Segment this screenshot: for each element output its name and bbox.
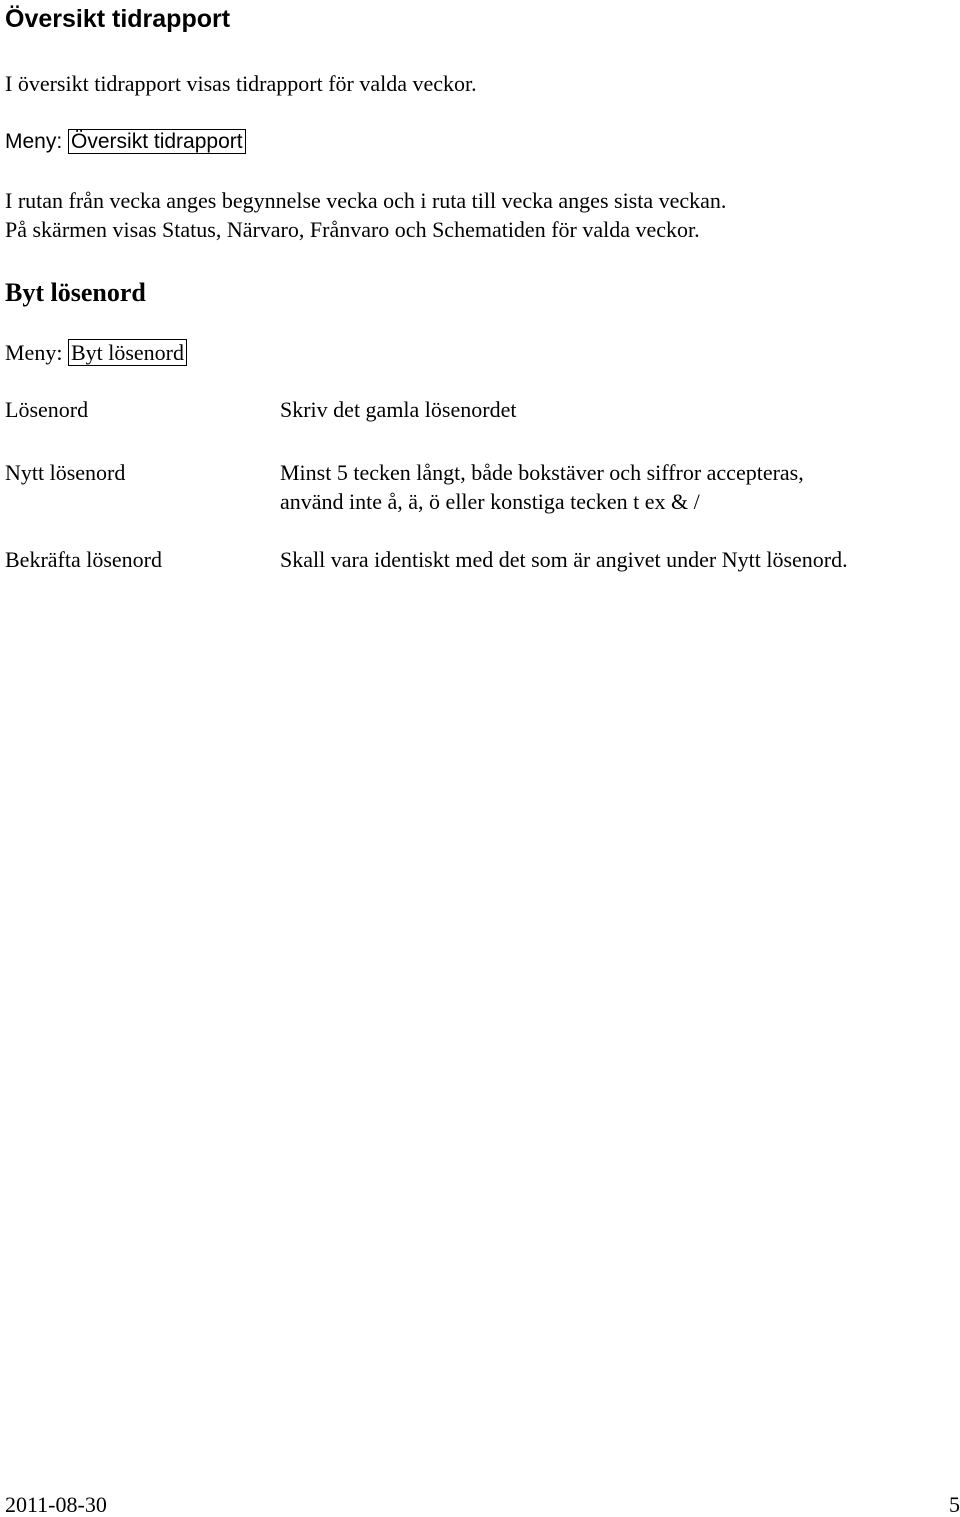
field-description: Minst 5 tecken långt, både bokstäver och siffror accepteras,	[280, 460, 804, 485]
field-label-nytt-losenord: Nytt lösenord	[5, 460, 126, 485]
field-description: Skriv det gamla lösenordet	[280, 397, 517, 422]
field-description: Skall vara identiskt med det som är angivet under Nytt lösenord.	[280, 547, 848, 572]
menu-item-byt-losenord: Byt lösenord	[68, 339, 187, 366]
menu-label: Meny:	[5, 130, 63, 153]
footer-page-number: 5	[949, 1492, 960, 1517]
paragraph-line: På skärmen visas Status, Närvaro, Frånvaro och Schematiden för valda veckor.	[5, 217, 700, 242]
menu-label: Meny:	[5, 340, 63, 365]
section-intro-text: I översikt tidrapport visas tidrapport för valda veckor.	[5, 71, 477, 96]
paragraph-line: I rutan från vecka anges begynnelse vecka och i ruta till vecka anges sista veckan.	[5, 188, 727, 213]
section-heading-byt-losenord: Byt lösenord	[5, 278, 146, 307]
field-label-bekrafta-losenord: Bekräfta lösenord	[5, 547, 162, 572]
menu-path-byt-losenord	[5, 340, 187, 366]
menu-item-oversikt-tidrapport: Översikt tidrapport	[68, 129, 246, 154]
field-label-losenord: Lösenord	[5, 397, 89, 422]
footer-date: 2011-08-30	[5, 1492, 107, 1517]
field-description-continued: använd inte å, ä, ö eller konstiga tecken t ex & /	[280, 489, 700, 514]
section-heading-oversikt-tidrapport: Översikt tidrapport	[5, 5, 231, 33]
menu-path-oversikt	[5, 129, 246, 154]
